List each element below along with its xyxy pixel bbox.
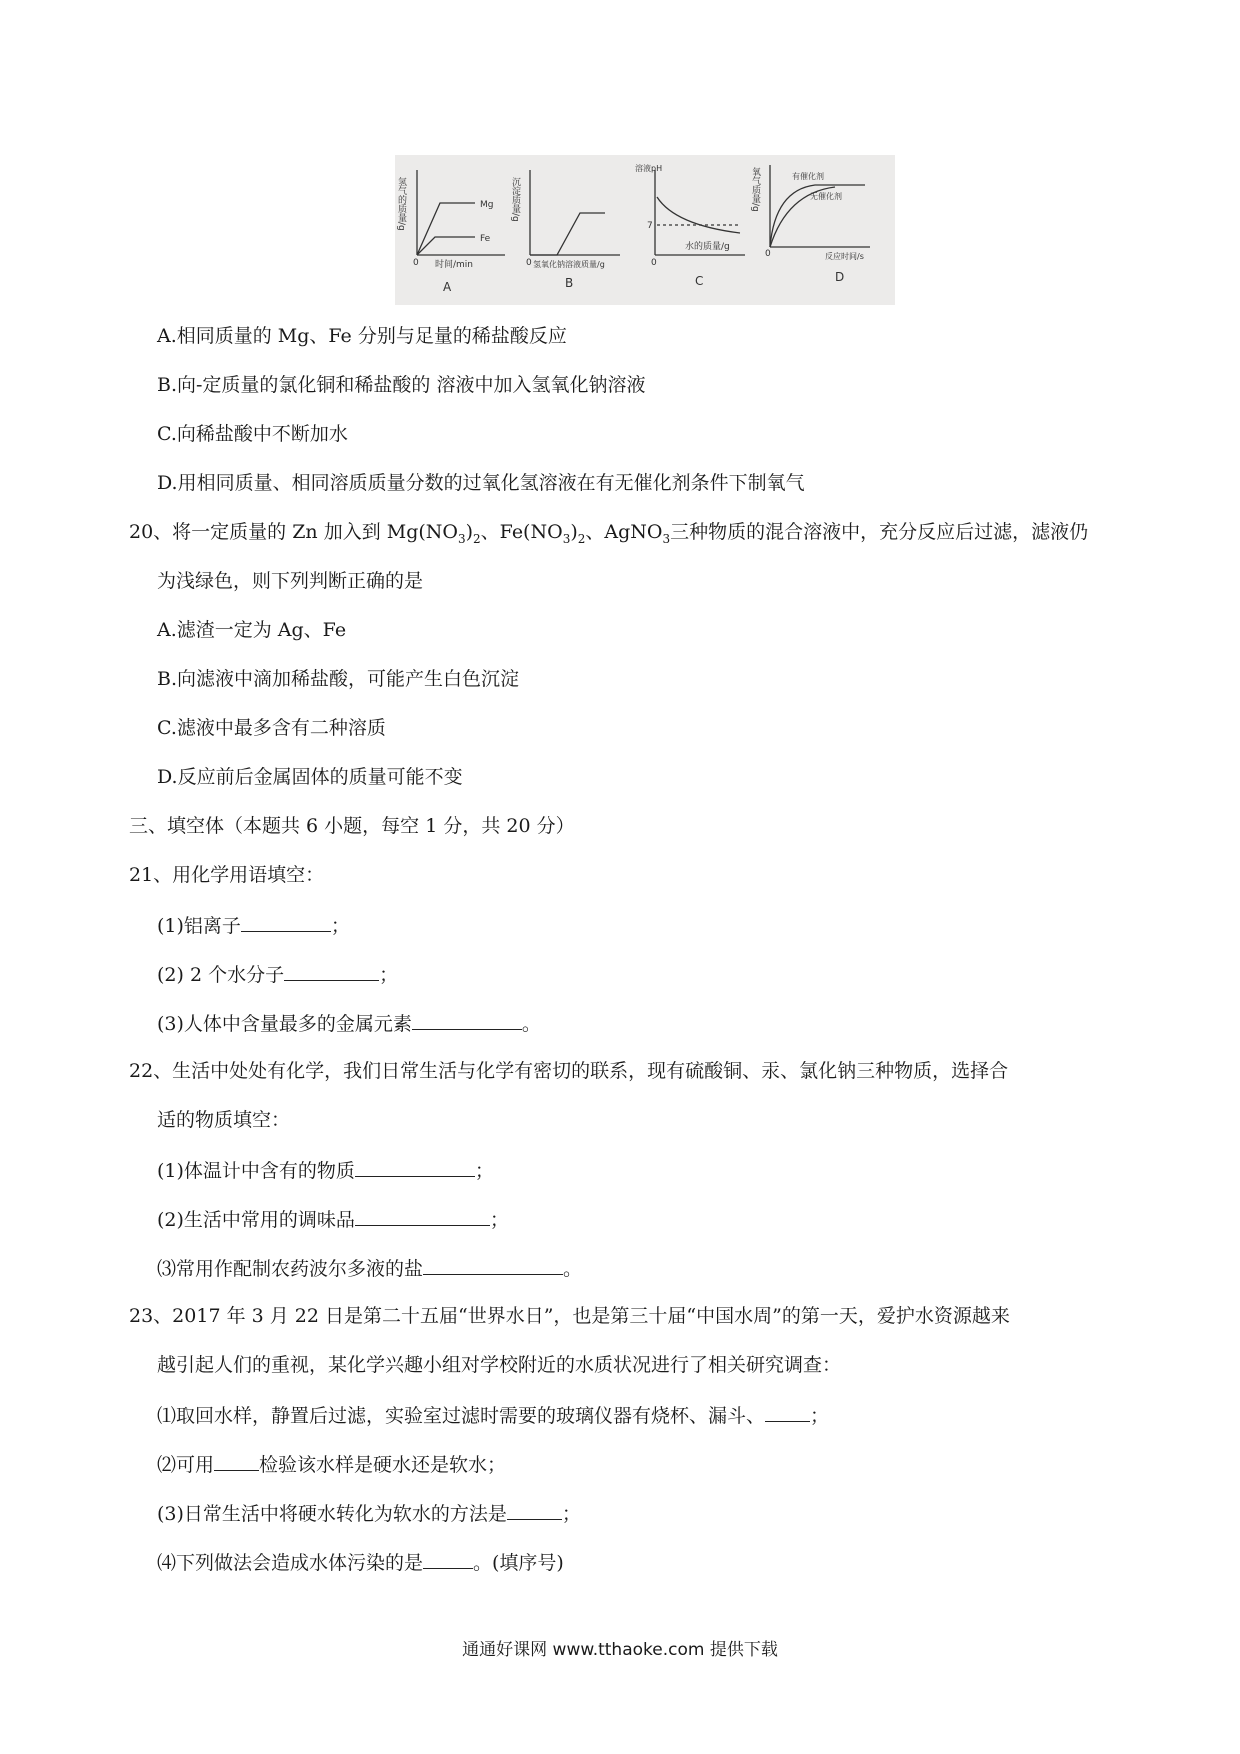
q21-item-1: (1)铝离子 ； [157,911,350,939]
q23-item-4: ⑷下列做法会造成水体污染的是 。(填序号) [157,1548,564,1576]
graph-d-origin: 0 [765,249,771,259]
graph-a-xlabel: 时间/min [435,260,474,270]
answer-blank[interactable] [214,1450,259,1471]
graph-b-letter: B [565,276,574,290]
graph-c-tick: 7 [647,221,653,231]
q19-option-d: D.用相同质量、相同溶质质量分数的过氧化氢溶液在有无催化剂条件下制氧气 [157,472,805,494]
graph-b-origin: 0 [526,258,532,268]
answer-blank[interactable] [765,1401,810,1422]
answer-blank[interactable] [412,1009,522,1030]
question-19-figure [395,155,895,305]
graph-d-ylabel: 氧气质量/g [750,167,760,212]
graph-d-series-catalyst: 有催化剂 [792,172,824,181]
graph-d-xlabel: 反应时间/s [825,252,864,261]
q19-option-c: C.向稀盐酸中不断加水 [157,423,348,445]
q22-item-1: (1)体温计中含有的物质 ； [157,1156,494,1184]
graph-a-fe-line [417,237,475,255]
q23-item-2: ⑵可用 检验该水样是硬水还是软水； [157,1450,506,1478]
q22-stem-line2: 适的物质填空： [157,1109,291,1131]
graph-a-series-fe: Fe [480,234,491,244]
q21-item-2: (2) 2 个水分子 ； [157,960,398,988]
q19-option-b: B.向-定质量的氯化铜和稀盐酸的 溶液中加入氢氧化钠溶液 [157,374,646,396]
q21-stem: 21、用化学用语填空： [129,864,325,886]
graph-c-xlabel: 水的质量/g [685,242,730,252]
q21-item-3: (3)人体中含量最多的金属元素 。 [157,1009,541,1037]
q22-item-3: ⑶常用作配制农药波尔多液的盐 。 [157,1254,582,1282]
graph-c-letter: C [695,274,704,288]
answer-blank[interactable] [423,1548,473,1569]
q23-stem-line2: 越引起人们的重视，某化学兴趣小组对学校附近的水质状况进行了相关研究调查： [157,1354,842,1376]
answer-blank[interactable] [355,1156,475,1177]
q22-item-2: (2)生活中常用的调味品 ； [157,1205,509,1233]
q19-option-a: A.相同质量的 Mg、Fe 分别与足量的稀盐酸反应 [157,325,567,347]
answer-blank[interactable] [355,1205,490,1226]
answer-blank[interactable] [423,1254,563,1275]
q23-stem: 23、2017 年 3 月 22 日是第二十五届“世界水日”，也是第三十届“中国水周”的第一天，爱护水资源越来 [129,1305,1010,1327]
answer-blank[interactable] [284,960,379,981]
graph-a-series-mg: Mg [480,200,494,210]
answer-blank[interactable] [507,1499,562,1520]
q22-stem: 22、生活中处处有化学，我们日常生活与化学有密切的联系，现有硫酸铜、汞、氯化钠三种物质，选择合 [129,1060,1009,1082]
graph-a-letter: A [443,280,452,294]
graph-d-series-no-catalyst: 无催化剂 [810,192,842,201]
graph-b-xlabel: 氢氧化钠溶液质量/g [533,260,605,269]
graph-c-ylabel: 溶液pH [635,164,663,173]
q20-option-b: B.向滤液中滴加稀盐酸，可能产生白色沉淀 [157,668,520,690]
graph-b-line [530,213,605,255]
q23-item-1: ⑴取回水样，静置后过滤，实验室过滤时需要的玻璃仪器有烧杯、漏斗、 ； [157,1401,829,1429]
section-3-heading: 三、填空体（本题共 6 小题，每空 1 分，共 20 分） [129,815,575,837]
q20-option-c: C.滤液中最多含有二种溶质 [157,717,386,739]
graph-c-origin: 0 [651,258,657,268]
page-footer: 通通好课网 www.tthaoke.com 提供下载 [462,1640,778,1660]
q20-option-d: D.反应前后金属固体的质量可能不变 [157,766,463,788]
q20-option-a: A.滤渣一定为 Ag、Fe [157,619,347,641]
graph-a-origin: 0 [413,258,419,268]
q20-stem-line2: 为浅绿色，则下列判断正确的是 [157,570,424,592]
graph-a-ylabel: 氢气的质量/g [396,177,406,231]
graph-d-letter: D [835,270,845,284]
graph-c-curve [657,197,740,233]
q20-stem: 20、将一定质量的 Zn 加入到 $Mg(NO_3)_2$、$Fe(NO_3)_2$、AgNO$_3$三种物质的混合溶液中，充分反应后过滤，滤液仍 [129,521,1089,546]
graphs-svg [395,155,895,305]
answer-blank[interactable] [241,911,331,932]
graph-b-ylabel: 沉淀质量/g [510,177,520,222]
q23-item-3: (3)日常生活中将硬水转化为软水的方法是 ； [157,1499,581,1527]
